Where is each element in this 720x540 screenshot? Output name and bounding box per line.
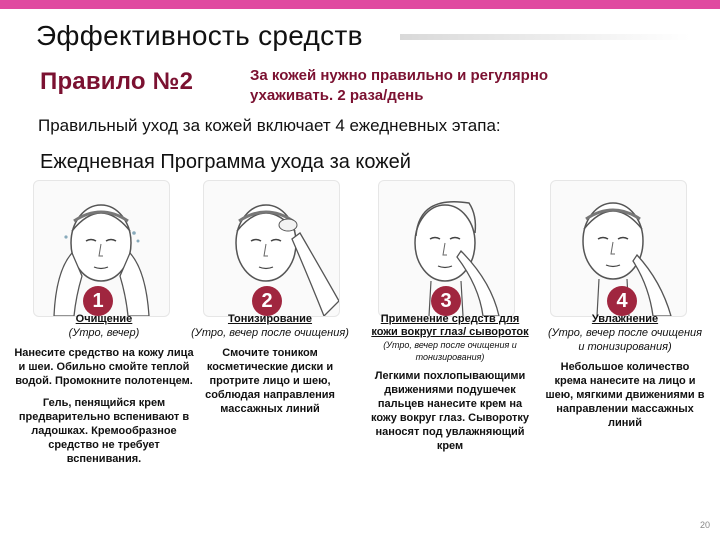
step-3-block [370,313,530,453]
program-heading: Ежедневная Программа ухода за кожей [40,151,411,173]
slide-title: Эффективность средств [36,20,363,51]
step-1-title: Очищение [75,313,133,325]
step-2-text: Смочите тоником косметические диски и протрите лицо и шею, соблюдая направления массажных линий [205,347,335,415]
intro-text: Правильный уход за кожей включает 4 ежедневных этапа: [38,116,501,135]
step-3-badge: 3 [431,286,461,316]
step-4-text: Небольшое количество крема нанесите на лицо и шею, мягкими движениями в направлении массажных линий [545,361,705,429]
rule-heading: Правило №2 [40,68,194,95]
step-3-time: (Утро, вечер после очищения и тонизирования) [383,340,517,362]
step-1-text: Нанесите средство на кожу лица и шеи. Обильно смойте теплой водой. Промокните полотенцем. [14,347,194,387]
rule-note: За кожей нужно правильно и регулярно ухаживать. 2 раза/день [250,67,549,104]
step-1-badge: 1 [83,286,113,316]
step-4-badge: 4 [607,286,637,316]
step-1-time: (Утро, вечер) [68,327,140,339]
step-2-block [190,313,350,416]
step-3-title: Применение средств для кожи вокруг глаз/ сывороток [371,313,529,338]
step-1-text-2: Гель, пенящийся крем предварительно вспенивают в ладошках. Кремообразное средство не требует вспенивания. [18,397,190,465]
step-4-block [545,313,705,430]
page-number: 20 [699,520,710,530]
step-4-title: Увлажнение [591,313,659,325]
step-2-badge: 2 [252,286,282,316]
step-2-time: (Утро, вечер после очищения) [191,327,349,339]
step-3-text: Легкими похлопывающими движениями подушечек пальцев нанесите крем на кожу вокруг глаз. Сыворотку наносят под увлажняющий крем [370,370,530,452]
step-4-time: (Утро, вечер после очищения и тонизирования) [547,327,703,353]
step-2-title: Тонизирование [227,313,313,325]
title-decoration [400,34,690,40]
top-accent-bar [0,0,720,9]
step-1-block [14,313,194,466]
